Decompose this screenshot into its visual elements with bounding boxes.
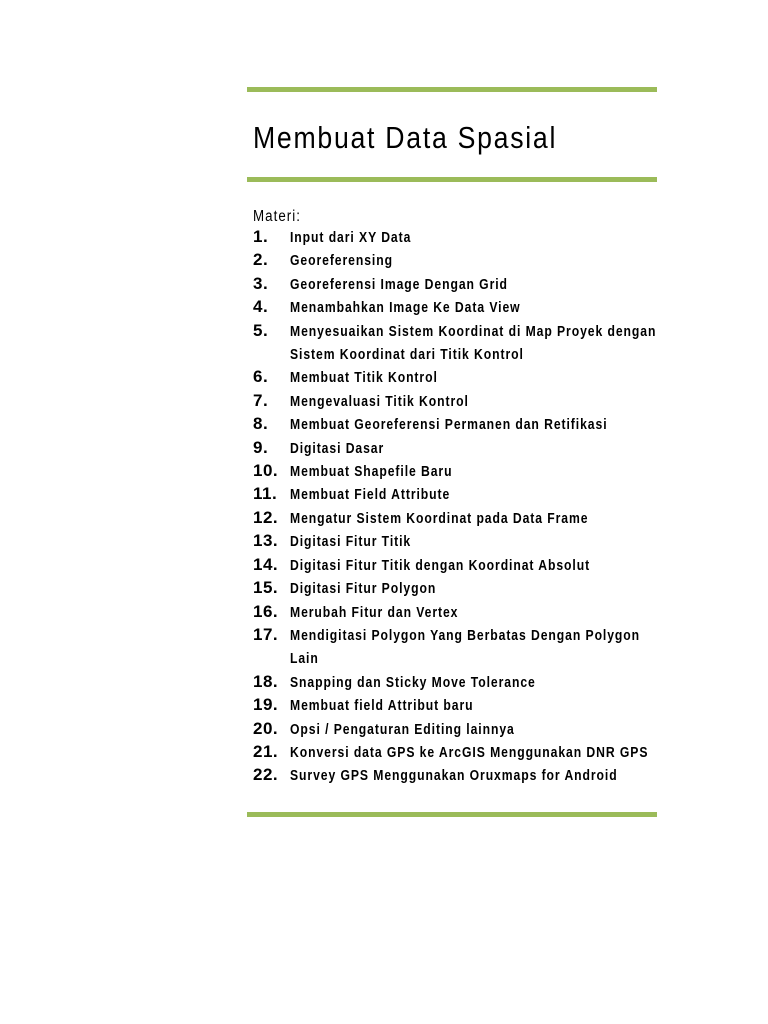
list-item-number: 20. [253,718,279,738]
list-item-text: Membuat Field Attribute [290,487,451,504]
list-item-text: Digitasi Fitur Titik [290,534,412,551]
list-item [253,555,657,578]
list-item-text: Membuat Titik Kontrol [290,370,438,387]
list-item-text: Menyesuaikan Sistem Koordinat di Map Proyek dengan Sistem Koordinat dari Titik Kontrol [290,323,657,364]
list-item [253,531,657,554]
list-item [253,508,657,531]
list-item [253,297,657,320]
page-title: Membuat Data Spasial [253,120,558,155]
list-item-number: 10. [253,461,279,481]
list-item [253,578,657,601]
list-item-text: Membuat Shapefile Baru [290,464,453,481]
list-item-number: 12. [253,507,279,527]
list-item [253,367,657,390]
document-page [247,87,657,817]
list-item-number: 18. [253,671,279,691]
list-item-number: 8. [253,414,269,434]
list-item [253,461,657,484]
list-item-text: Georeferensi Image Dengan Grid [290,276,508,293]
list-item-text: Survey GPS Menggunakan Oruxmaps for Android [290,768,618,785]
list-item [253,765,657,788]
list-item [253,438,657,461]
list-item-number: 6. [253,367,269,387]
list-item-number: 4. [253,297,269,317]
list-item-number: 17. [253,624,279,644]
list-item-text: Digitasi Fitur Polygon [290,581,437,598]
list-item-text: Snapping dan Sticky Move Tolerance [290,674,536,691]
list-item [253,274,657,297]
list-item-text: Membuat field Attribut baru [290,698,474,715]
list-item [253,602,657,625]
list-item-number: 13. [253,531,279,551]
list-item-number: 21. [253,741,279,761]
list-item [253,484,657,507]
list-item-text: Input dari XY Data [290,230,412,246]
list-item-number: 2. [253,250,269,270]
top-green-rule [247,87,657,92]
list-item-number: 7. [253,390,269,410]
list-item-number: 1. [253,227,269,246]
list-item-text: Mengatur Sistem Koordinat pada Data Frame [290,510,589,527]
list-item-text: Digitasi Dasar [290,440,385,457]
list-item-number: 11. [253,484,278,504]
list-item-number: 14. [253,554,279,574]
bottom-green-rule [247,812,657,817]
middle-green-rule [247,177,657,182]
list-item-text: Opsi / Pengaturan Editing lainnya [290,721,515,738]
topic-list [247,227,657,789]
list-item [253,250,657,273]
list-item-number: 3. [253,273,269,293]
list-item [253,719,657,742]
list-item [253,742,657,765]
list-item [253,227,657,250]
list-item [253,625,657,672]
list-item-text: Mengevaluasi Titik Kontrol [290,393,469,410]
list-item-number: 19. [253,695,279,715]
materi-label: Materi: [253,208,301,225]
list-item [253,321,657,368]
list-item [253,695,657,718]
list-item-text: Menambahkan Image Ke Data View [290,300,521,317]
list-item-text: Membuat Georeferensi Permanen dan Retifikasi [290,417,608,434]
list-item-number: 15. [253,578,279,598]
list-item-text: Digitasi Fitur Titik dengan Koordinat Absolut [290,557,591,574]
list-item [253,414,657,437]
list-item [253,672,657,695]
list-item-number: 5. [253,320,269,340]
list-item-text: Mendigitasi Polygon Yang Berbatas Dengan Polygon Lain [290,627,641,668]
list-item-number: 9. [253,437,269,457]
list-item [253,391,657,414]
list-item-number: 16. [253,601,279,621]
list-item-text: Merubah Fitur dan Vertex [290,604,459,621]
list-item-text: Konversi data GPS ke ArcGIS Menggunakan DNR GPS [290,744,649,761]
list-item-text: Georeferensing [290,253,393,270]
list-item-number: 22. [253,765,279,785]
